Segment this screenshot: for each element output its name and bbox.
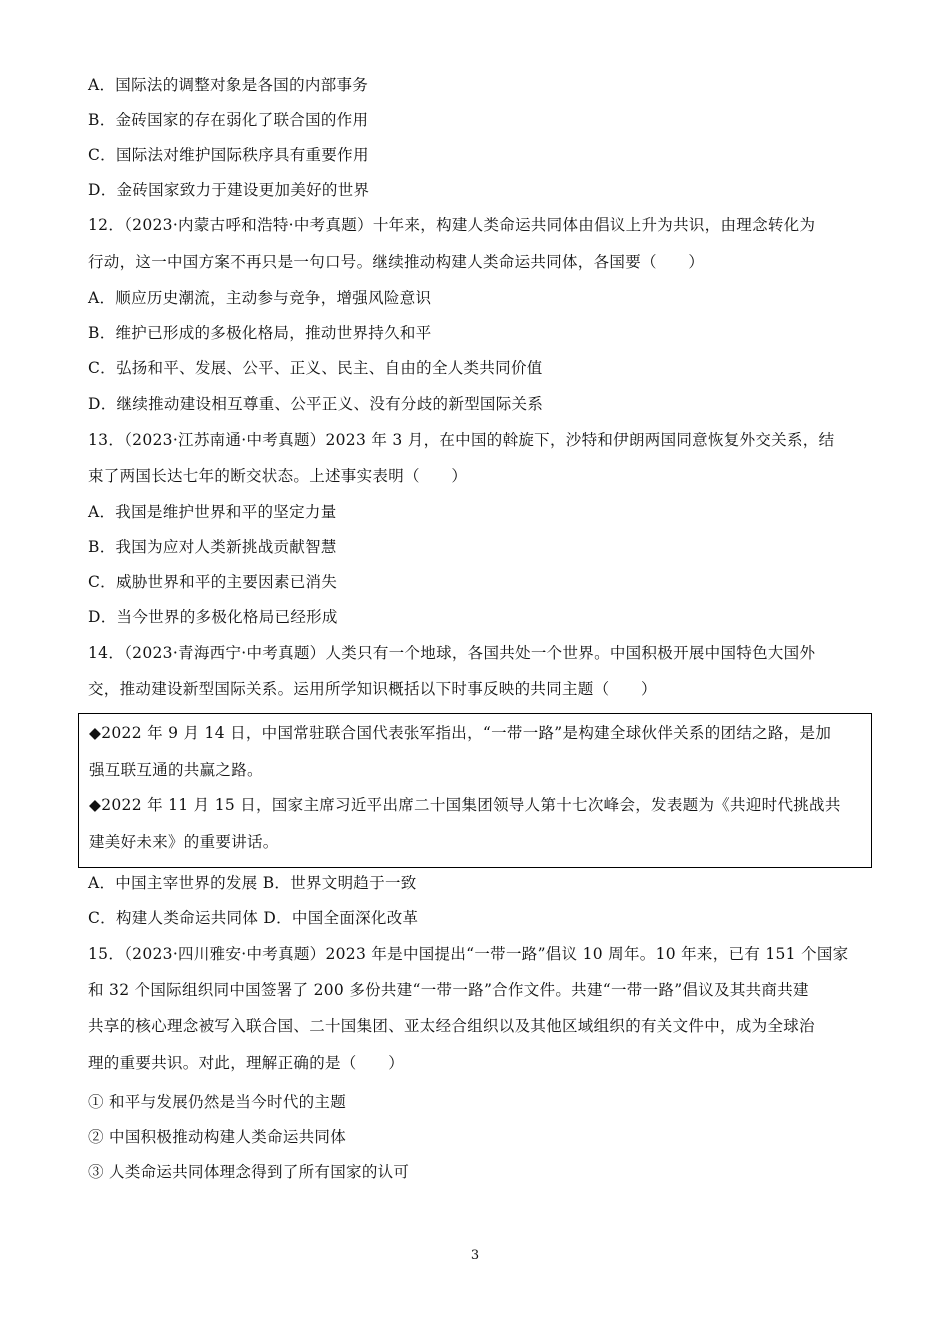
q15-item-2: ② 中国积极推动构建人类命运共同体 <box>88 1128 347 1146</box>
q15-stem-line-4: 理的重要共识。对此，理解正确的是（ ） <box>88 1054 405 1072</box>
q12-option-c: C．弘扬和平、发展、公平、正义、民主、自由的全人类共同价值 <box>88 359 543 377</box>
q14-options-cd: C．构建人类命运共同体 D．中国全面深化改革 <box>88 909 419 927</box>
q11-option-c: C．国际法对维护国际秩序具有重要作用 <box>88 146 369 164</box>
q12-option-d: D．继续推动建设相互尊重、公平正义、没有分歧的新型国际关系 <box>88 395 544 413</box>
q13-option-c: C．威胁世界和平的主要因素已消失 <box>88 573 338 591</box>
q11-option-d: D．金砖国家致力于建设更加美好的世界 <box>88 181 370 199</box>
q13-option-d: D．当今世界的多极化格局已经形成 <box>88 608 338 626</box>
q14-news-line-4: 建美好未来》的重要讲话。 <box>89 833 279 851</box>
q15-stem-line-1: 15．（2023·四川雅安·中考真题）2023 年是中国提出“一带一路”倡议 10 周年。10 年来，已有 151 个国家 <box>88 945 849 963</box>
page-number: 3 <box>470 1248 480 1263</box>
q12-stem-line-2: 行动，这一中国方案不再只是一句口号。继续推动构建人类命运共同体，各国要（ ） <box>88 253 705 271</box>
q12-option-a: A．顺应历史潮流，主动参与竞争，增强风险意识 <box>88 289 432 307</box>
q15-item-3: ③ 人类命运共同体理念得到了所有国家的认可 <box>88 1163 410 1181</box>
q13-stem-line-1: 13．（2023·江苏南通·中考真题）2023 年 3 月，在中国的斡旋下，沙特和伊朗两国同意恢复外交关系，结 <box>88 431 835 449</box>
q13-option-a: A．我国是维护世界和平的坚定力量 <box>88 503 337 521</box>
q15-item-1: ① 和平与发展仍然是当今时代的主题 <box>88 1093 347 1111</box>
q14-stem-line-2: 交，推动建设新型国际关系。运用所学知识概括以下时事反映的共同主题（ ） <box>88 680 657 698</box>
q11-option-a: A．国际法的调整对象是各国的内部事务 <box>88 76 369 94</box>
q13-option-b: B．我国为应对人类新挑战贡献智慧 <box>88 538 337 556</box>
q14-news-line-1: ◆2022 年 9 月 14 日，中国常驻联合国代表张军指出，“一带一路”是构建全球伙伴关系的团结之路，是加 <box>89 724 832 742</box>
q15-stem-line-3: 共享的核心理念被写入联合国、二十国集团、亚太经合组织以及其他区域组织的有关文件中，成为全球治 <box>88 1017 815 1035</box>
q15-stem-line-2: 和 32 个国际组织同中国签署了 200 多份共建“一带一路”合作文件。共建“一带一路”倡议及其共商共建 <box>88 981 809 999</box>
q14-stem-line-1: 14．（2023·青海西宁·中考真题）人类只有一个地球，各国共处一个世界。中国积极开展中国特色大国外 <box>88 644 816 662</box>
q11-option-b: B．金砖国家的存在弱化了联合国的作用 <box>88 111 369 129</box>
q13-stem-line-2: 束了两国长达七年的断交状态。上述事实表明（ ） <box>88 467 468 485</box>
q12-stem-line-1: 12．（2023·内蒙古呼和浩特·中考真题）十年来，构建人类命运共同体由倡议上升为共识，由理念转化为 <box>88 216 816 234</box>
q14-news-line-2: 强互联互通的共赢之路。 <box>89 761 263 779</box>
q14-news-line-3: ◆2022 年 11 月 15 日，国家主席习近平出席二十国集团领导人第十七次峰会，发表题为《共迎时代挑战共 <box>89 796 841 814</box>
q14-options-ab: A．中国主宰世界的发展 B．世界文明趋于一致 <box>88 874 417 892</box>
q12-option-b: B．维护已形成的多极化格局，推动世界持久和平 <box>88 324 432 342</box>
q14-news-box <box>78 713 872 868</box>
